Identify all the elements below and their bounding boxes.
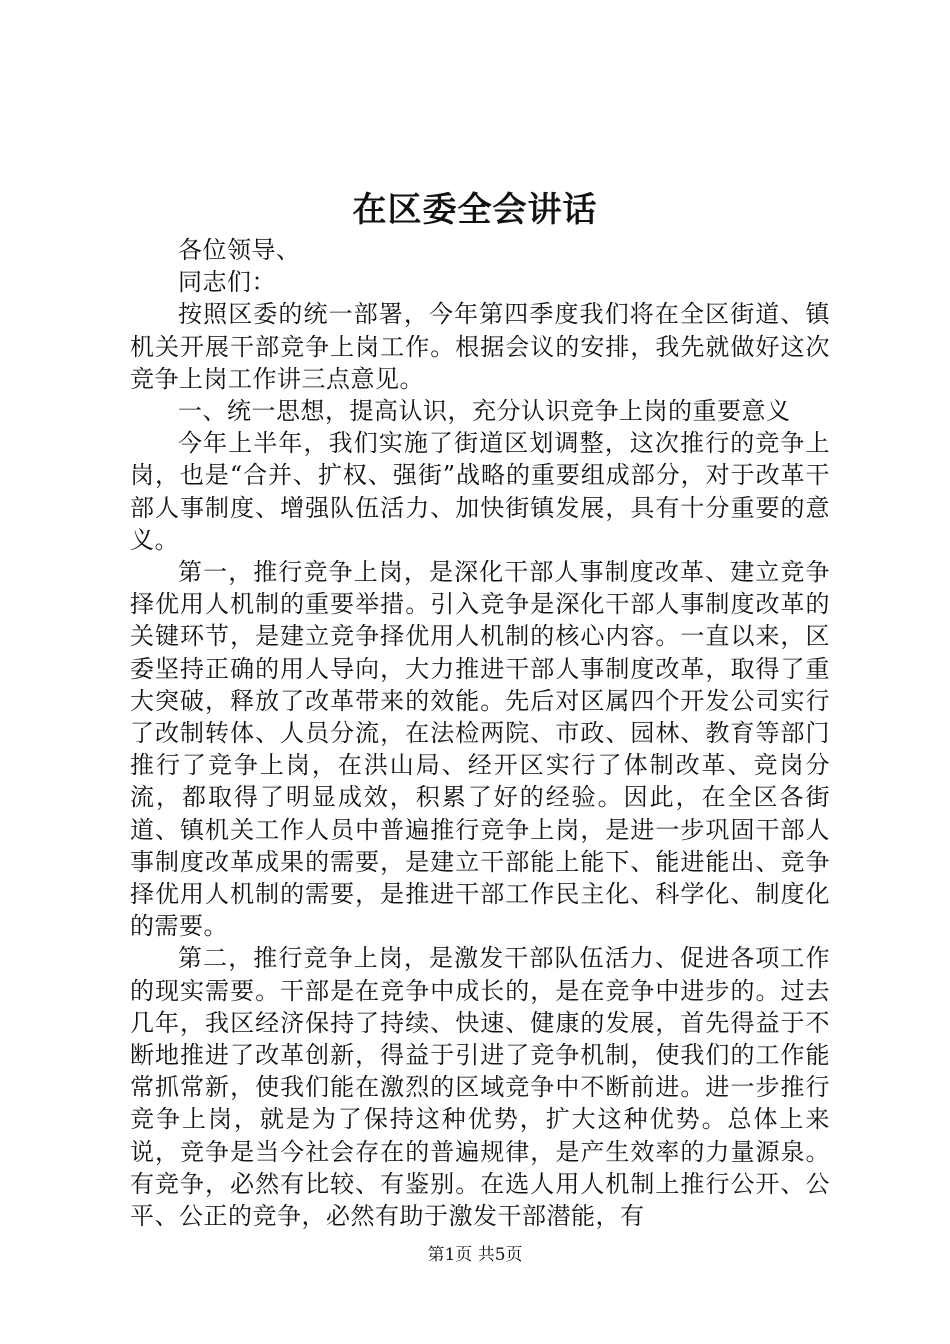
salutation-line: 同志们： xyxy=(178,268,276,297)
intro-paragraph: 按照区委的统一部署，今年第四季度我们将在全区街道、镇机关开展干部竞争上岗工作。根据会议的安排，我先就做好这次竞争上岗工作讲三点意见。 xyxy=(130,300,830,393)
page-number-footer: 第1页 共5页 xyxy=(427,1245,523,1265)
salutation-line: 各位领导、 xyxy=(178,236,301,264)
section-heading: 一、统一思想，提高认识，充分认识竞争上岗的重要意义 xyxy=(178,397,791,426)
body-paragraph: 第一，推行竞争上岗，是深化干部人事制度改革、建立竞争择优用人机制的重要举措。引入竞争是深化干部人事制度改革的关键环节，是建立竞争择优用人机制的核心内容。一直以来，区委坚持正确的用人导向，大力推进干部人事制度改革，取得了重大突破，释放了改革带来的效能。先后对区属四个开发公司实行了改制转体、人员分流，在法检两院、市政、园林、教育等部门推行了竞争上岗，在洪山局、经开区实行了体制改革、竞岗分流，都取得了明显成效，积累了好的经验。因此，在全区各街道、镇机关工作人员中普遍推行竞争上岗，是进一步巩固干部人事制度改革成果的需要，是建立干部能上能下、能进能出、竞争择优用人机制的需要，是推进干部工作民主化、科学化、制度化的需要。 xyxy=(130,558,830,941)
document-body xyxy=(130,234,830,1232)
body-paragraph: 今年上半年，我们实施了街道区划调整，这次推行的竞争上岗，也是“合并、扩权、强街”战略的重要组成部分，对于改革干部人事制度、增强队伍活力、加快街镇发展，具有十分重要的意义。 xyxy=(130,429,830,554)
document-title: 在区委全会讲话 xyxy=(352,190,598,230)
body-paragraph: 第二，推行竞争上岗，是激发干部队伍活力、促进各项工作的现实需要。干部是在竞争中成长的，是在竞争中进步的。过去几年，我区经济保持了持续、快速、健康的发展，首先得益于不断地推进了改革创新，得益于引进了竞争机制，使我们的工作能常抓常新，使我们能在激烈的区域竞争中不断前进。进一步推行竞争上岗，就是为了保持这种优势，扩大这种优势。总体上来说，竞争是当今社会存在的普遍规律，是产生效率的力量源泉。有竞争，必然有比较、有鉴别。在选人用人机制上推行公开、公平、公正的竞争，必然有助于激发干部潜能，有 xyxy=(130,944,830,1231)
